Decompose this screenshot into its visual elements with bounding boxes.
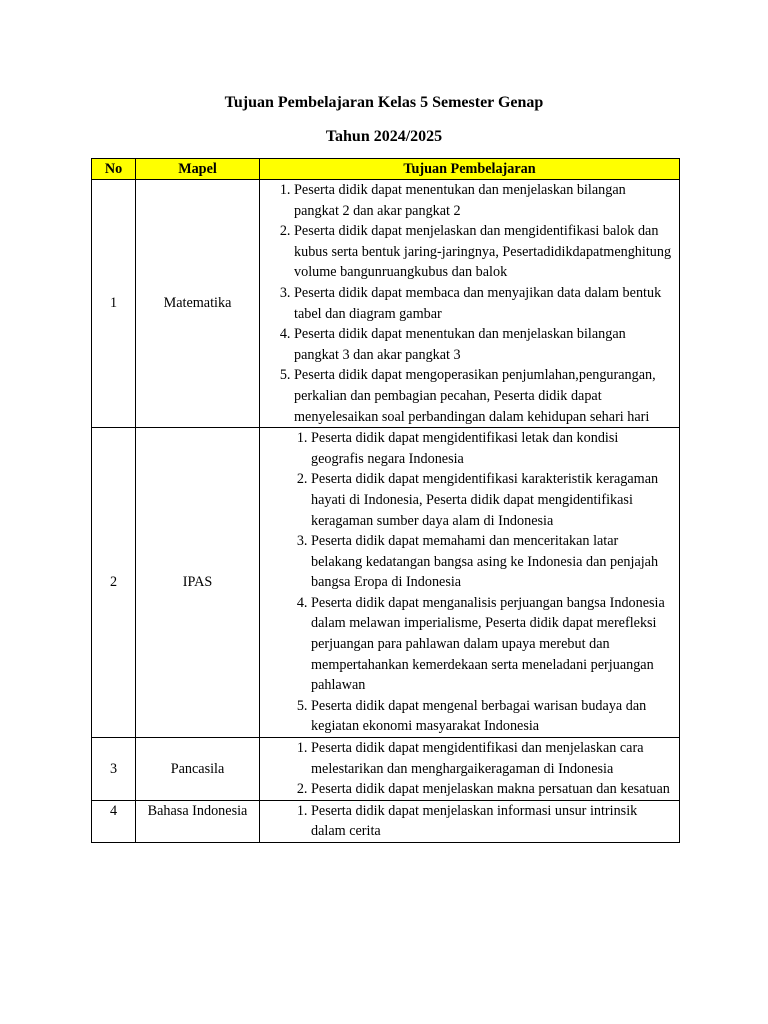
objective-item: 1. Peserta didik dapat mengidentifikasi letak dan kondisi geografis negara Indonesia xyxy=(311,428,673,469)
objective-item: 1. Peserta didik dapat mengidentifikasi dan menjelaskan cara melestarikan dan menghargaikeragaman di Indonesia xyxy=(311,738,673,779)
table-row xyxy=(92,738,680,801)
objective-item: 2. Peserta didik dapat menjelaskan makna persatuan dan kesatuan xyxy=(311,779,673,800)
row-number: 1 xyxy=(92,180,136,428)
objectives-list xyxy=(260,738,679,800)
objectives-cell xyxy=(260,800,680,842)
objectives-cell xyxy=(260,428,680,738)
objectives-list xyxy=(260,428,679,737)
document-title: Tujuan Pembelajaran Kelas 5 Semester Genap xyxy=(224,94,544,111)
row-number: 3 xyxy=(92,738,136,801)
objectives-list xyxy=(260,801,679,842)
subject-name: IPAS xyxy=(136,428,260,738)
table-row xyxy=(92,180,680,428)
header-tujuan: Tujuan Pembelajaran xyxy=(260,159,680,180)
objective-item: 5. Peserta didik dapat mengoperasikan penjumlahan,pengurangan, perkalian dan pembagian pecahan, Peserta didik dapat menyelesaikan soal perbandingan dalam kehidupan sehari hari xyxy=(294,365,673,427)
objective-item: 2. Peserta didik dapat menjelaskan dan mengidentifikasi balok dan kubus serta bentuk jaring-jaringnya, Pesertadidikdapatmenghitung volume bangunruangkubus dan balok xyxy=(294,221,673,283)
objective-item: 1. Peserta didik dapat menentukan dan menjelaskan bilangan pangkat 2 dan akar pangkat 2 xyxy=(294,180,673,221)
subject-name: Bahasa Indonesia xyxy=(136,800,260,842)
table-row xyxy=(92,428,680,738)
learning-objectives-table xyxy=(91,158,680,843)
row-number: 2 xyxy=(92,428,136,738)
objectives-cell xyxy=(260,180,680,428)
header-no: No xyxy=(92,159,136,180)
table-header-row xyxy=(92,159,680,180)
objective-item: 3. Peserta didik dapat membaca dan menyajikan data dalam bentuk tabel dan diagram gambar xyxy=(294,283,673,324)
objective-item: 4. Peserta didik dapat menentukan dan menjelaskan bilangan pangkat 3 dan akar pangkat 3 xyxy=(294,324,673,365)
objectives-cell xyxy=(260,738,680,801)
subject-name: Matematika xyxy=(136,180,260,428)
objectives-list xyxy=(260,180,679,427)
objective-item: 4. Peserta didik dapat menganalisis perjuangan bangsa Indonesia dalam melawan imperialisme, Peserta didik dapat merefleksi perjuangan para pahlawan dalam upaya merebut dan mempertahankan kemerdekaan serta meneladani perjuangan pahlawan xyxy=(311,593,673,696)
objective-item: 5. Peserta didik dapat mengenal berbagai warisan budaya dan kegiatan ekonomi masyarakat Indonesia xyxy=(311,696,673,737)
subject-name: Pancasila xyxy=(136,738,260,801)
objective-item: 2. Peserta didik dapat mengidentifikasi karakteristik keragaman hayati di Indonesia, Peserta didik dapat mengidentifikasi keragaman sumber daya alam di Indonesia xyxy=(311,469,673,531)
header-mapel: Mapel xyxy=(136,159,260,180)
objective-item: 1. Peserta didik dapat menjelaskan informasi unsur intrinsik dalam cerita xyxy=(311,801,673,842)
row-number: 4 xyxy=(92,800,136,842)
table-row xyxy=(92,800,680,842)
objective-item: 3. Peserta didik dapat memahami dan menceritakan latar belakang kedatangan bangsa asing ke Indonesia dan penjajah bangsa Eropa di Indonesia xyxy=(311,531,673,593)
document-subtitle: Tahun 2024/2025 xyxy=(325,128,443,145)
